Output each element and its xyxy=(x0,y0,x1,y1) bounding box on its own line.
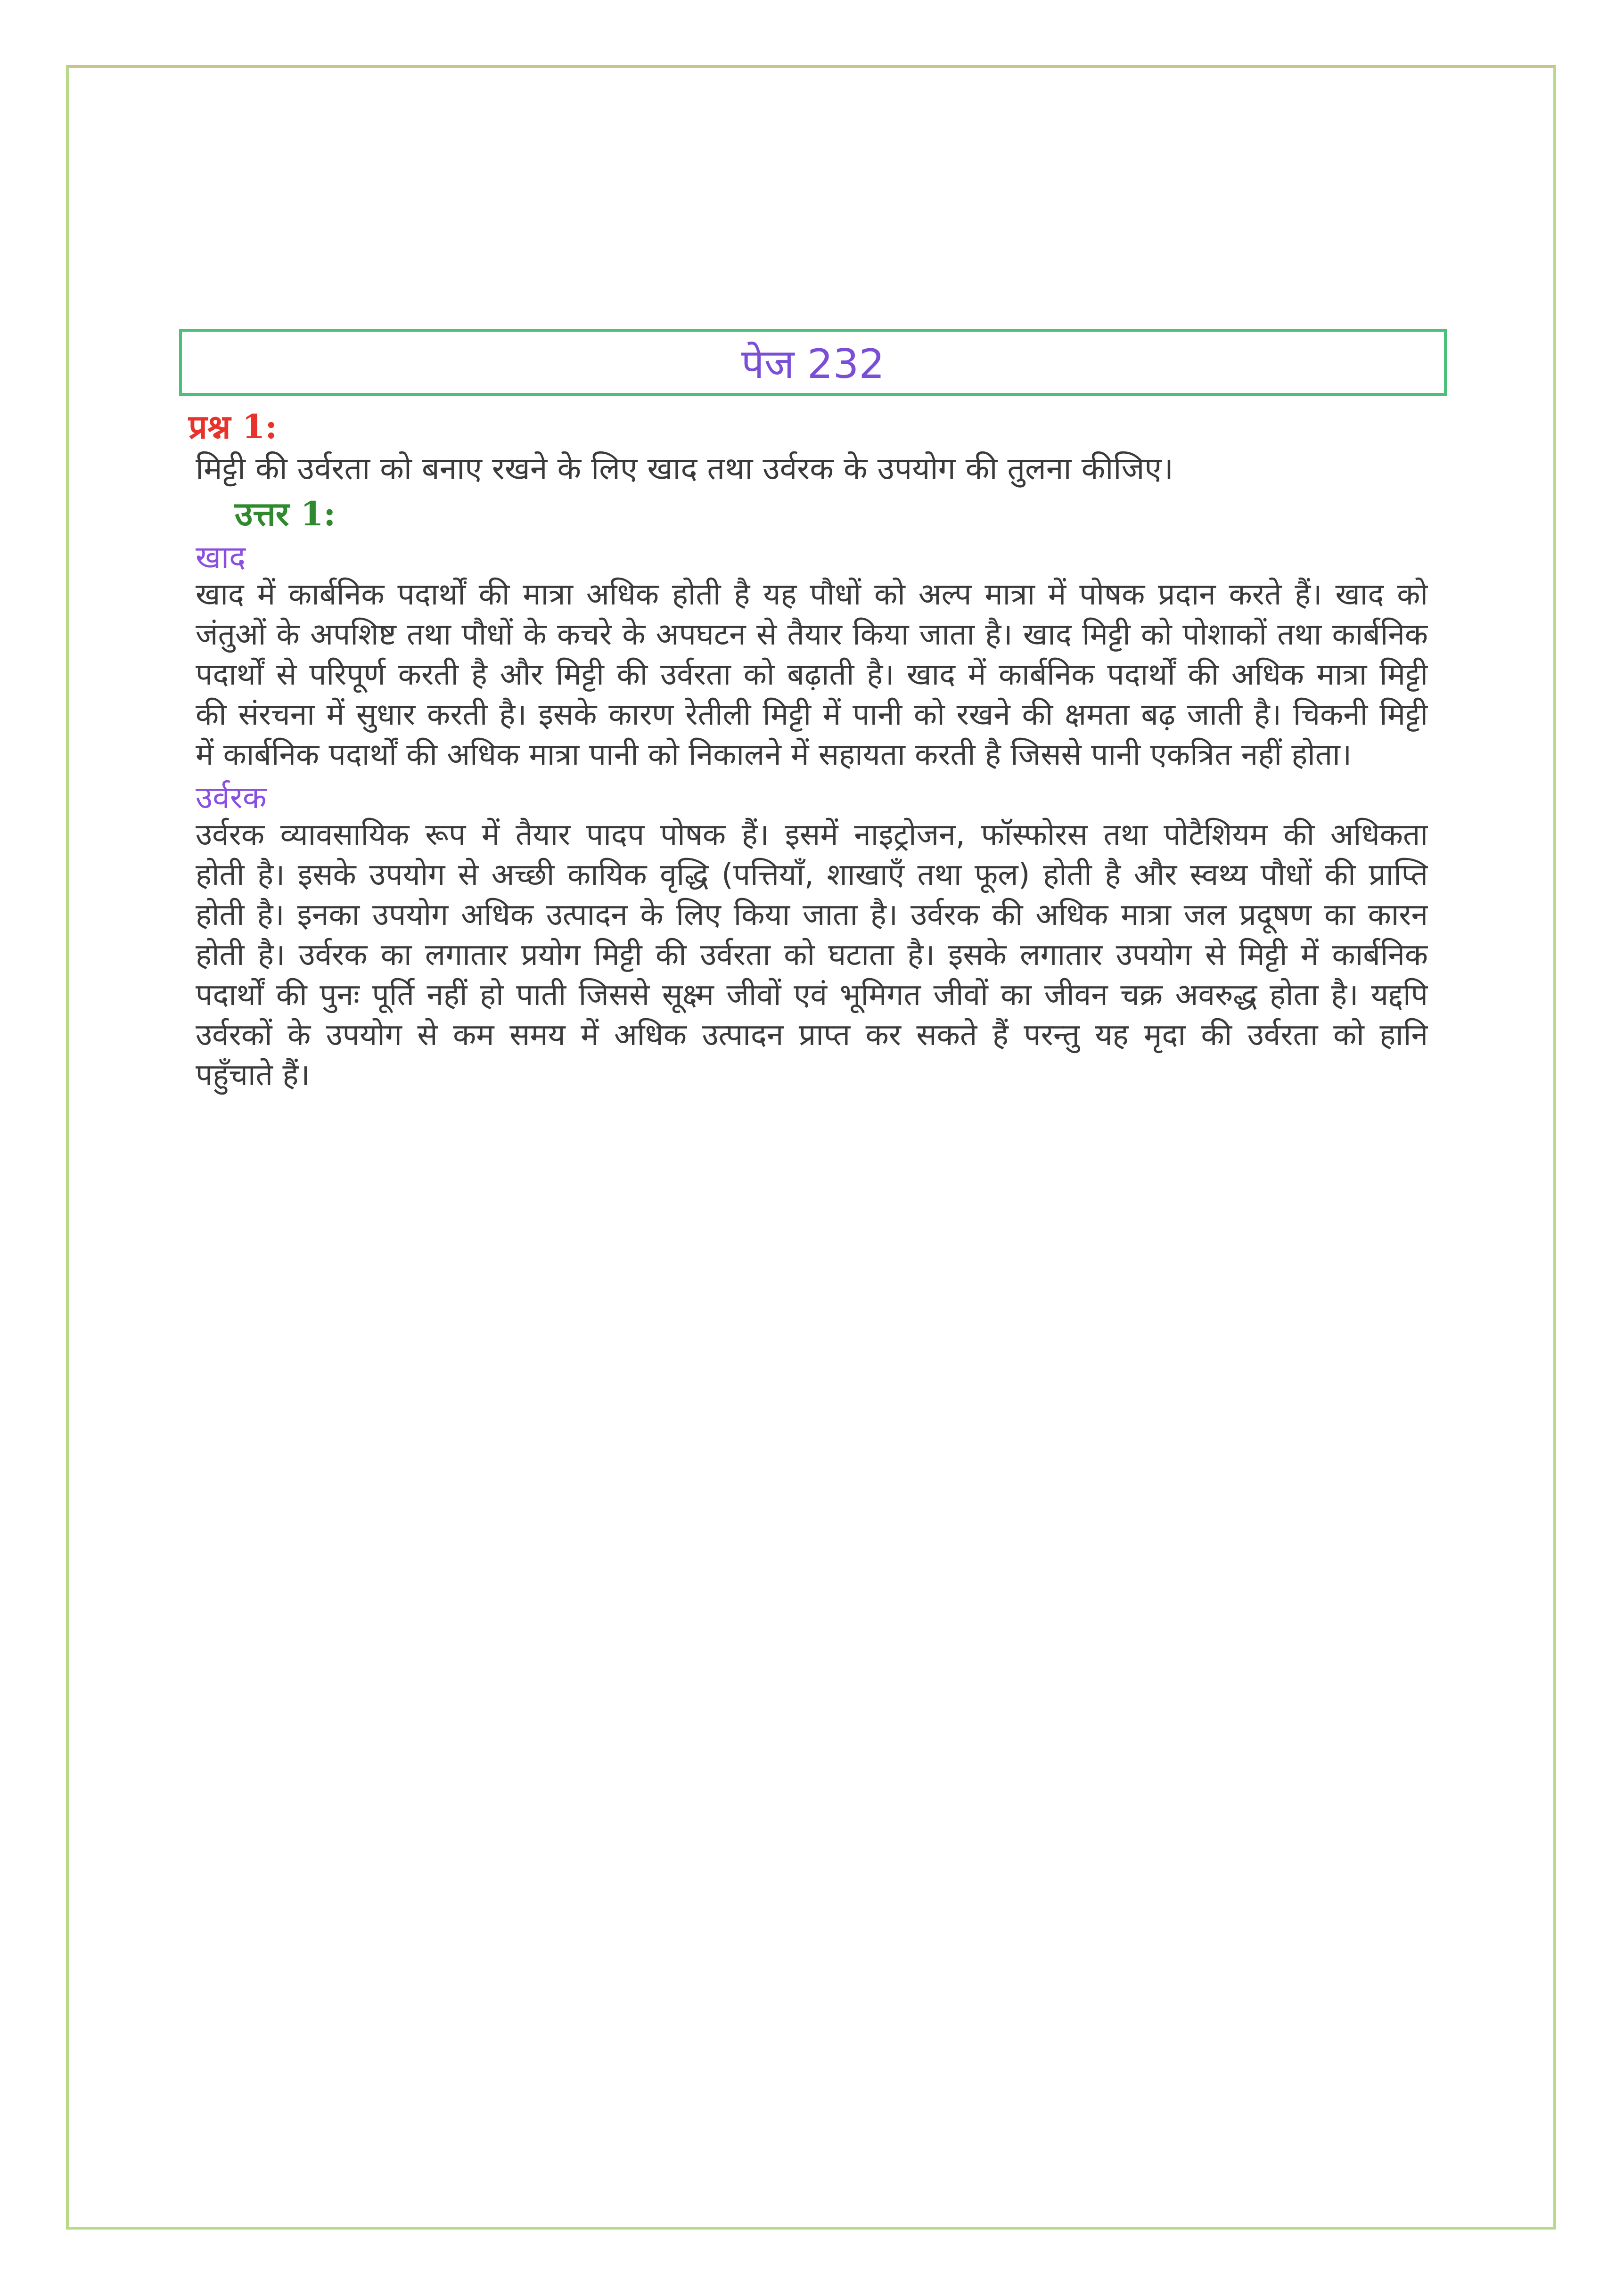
paragraph-line: जंतुओं के अपशिष्ट तथा पौधों के कचरे के अपघटन से तैयार किया जाता है। खाद मिट्टी को पोशाकों तथा कार्बनिक xyxy=(196,617,1428,652)
paragraph-line: पहुँचाते हैं। xyxy=(196,1058,310,1093)
paragraph-line: खाद में कार्बनिक पदार्थों की मात्रा अधिक होती है यह पौधों को अल्प मात्रा में पोषक प्रदान करते हैं। खाद को xyxy=(196,577,1428,612)
paragraph-line: उर्वरक व्यावसायिक रूप में तैयार पादप पोषक हैं। इसमें नाइट्रोजन, फॉस्फोरस तथा पोटैशियम की अधिकता xyxy=(196,817,1428,852)
paragraph-line: होती है। इनका उपयोग अधिक उत्पादन के लिए किया जाता है। उर्वरक की अधिक मात्रा जल प्रदूषण का कारन xyxy=(196,898,1428,932)
paragraph-line: होती है। उर्वरक का लगातार प्रयोग मिट्टी की उर्वरता को घटाता है। इसके लगातार उपयोग से मिट्टी में कार्बनिक xyxy=(196,938,1428,972)
section-heading-manure: खाद xyxy=(196,539,246,575)
paragraph-manure xyxy=(196,575,1428,775)
paragraph-line: की संरचना में सुधार करती है। इसके कारण रेतीली मिट्टी में पानी को रखने की क्षमता बढ़ जाती है। चिकनी मिट्टी xyxy=(196,697,1428,732)
answer-label: उत्तर 1: xyxy=(235,494,336,533)
page-title-box xyxy=(179,329,1447,396)
paragraph-line: पदार्थों की पुनः पूर्ति नहीं हो पाती जिससे सूक्ष्म जीवों एवं भूमिगत जीवों का जीवन चक्र अवरुद्ध होता है। यद्दपि xyxy=(196,978,1428,1013)
paragraph-line: पदार्थों से परिपूर्ण करती है और मिट्टी की उर्वरता को बढ़ाती है। खाद में कार्बनिक पदार्थों की अधिक मात्रा मिट्टी xyxy=(196,657,1428,692)
question-text: मिट्टी की उर्वरता को बनाए रखने के लिए खाद तथा उर्वरक के उपयोग की तुलना कीजिए। xyxy=(196,450,1173,487)
paragraph-line: उर्वरकों के उपयोग से कम समय में अधिक उत्पादन प्राप्त कर सकते हैं परन्तु यह मृदा की उर्वरता को हानि xyxy=(196,1018,1428,1053)
paragraph-fertilizer xyxy=(196,815,1428,1095)
page-title: पेज 232 xyxy=(741,340,885,388)
paragraph-line: होती है। इसके उपयोग से अच्छी कायिक वृद्धि (पत्तियाँ, शाखाएँ तथा फूल) होती है और स्वथ्य पौधों की प्राप्ति xyxy=(196,858,1428,892)
section-heading-fertilizer: उर्वरक xyxy=(196,779,267,816)
question-label: प्रश्न 1: xyxy=(189,407,278,446)
paragraph-line: में कार्बनिक पदार्थों की अधिक मात्रा पानी को निकालने में सहायता करती है जिससे पानी एकत्रित नहीं होता। xyxy=(196,737,1352,772)
